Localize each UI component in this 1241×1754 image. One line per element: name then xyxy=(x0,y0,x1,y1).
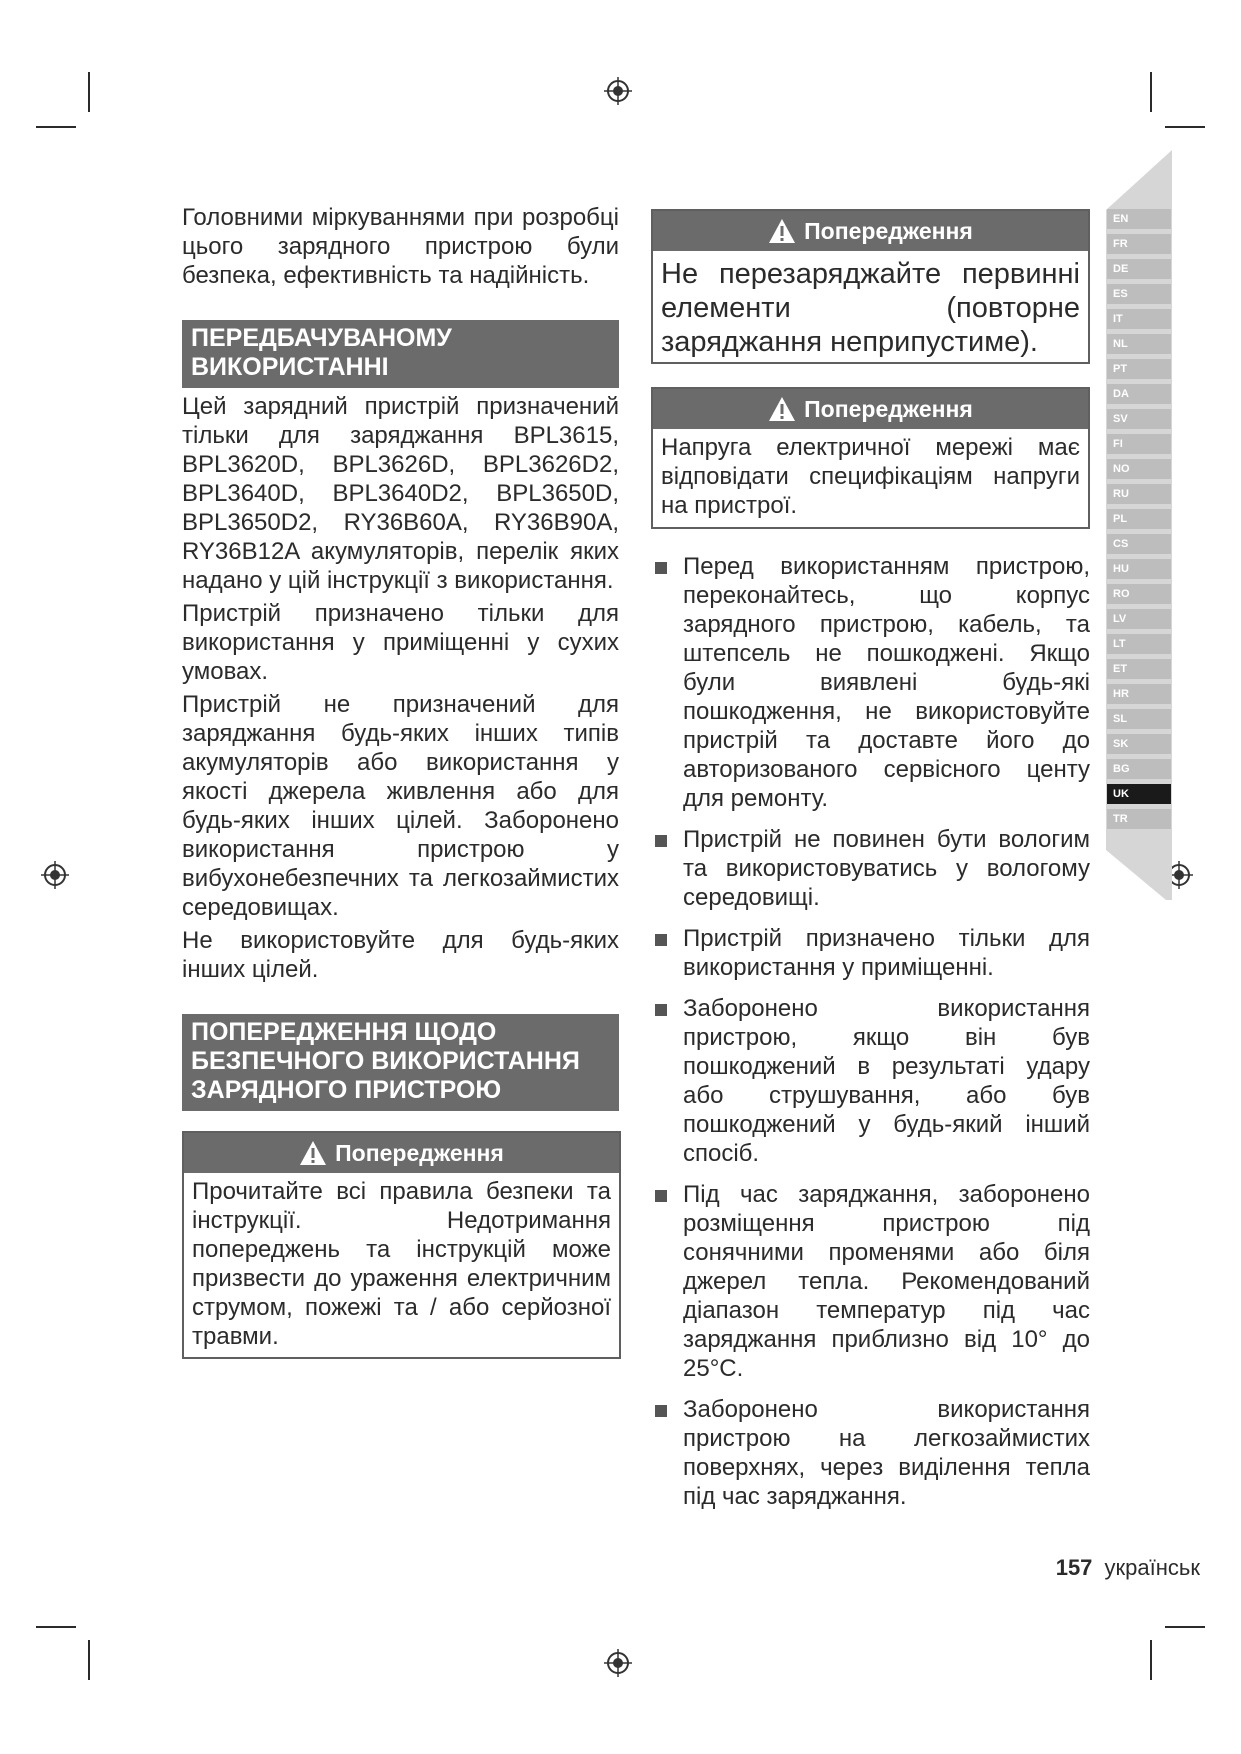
heading-line: ПЕРЕДБАЧУВАНОМУ xyxy=(191,324,452,352)
warning-header xyxy=(184,1133,619,1173)
language-tab-sk[interactable]: SK xyxy=(1107,734,1171,754)
heading-line: ЗАРЯДНОГО ПРИСТРОЮ xyxy=(191,1076,502,1104)
language-tab-tr[interactable]: TR xyxy=(1107,809,1171,829)
language-tab-et[interactable]: ET xyxy=(1107,659,1171,679)
language-tab-hu[interactable]: HU xyxy=(1107,559,1171,579)
language-tab-sl[interactable]: SL xyxy=(1107,709,1171,729)
crop-mark xyxy=(1150,72,1152,112)
language-tab-da[interactable]: DA xyxy=(1107,384,1171,404)
warning-triangle-icon xyxy=(299,1140,327,1166)
intended-use-paragraph: Пристрій не призначений для заряджання будь-яких інших типів акумуляторів або використання у якості джерела живлення або для будь-яких інших цілей. Заборонено використання пристрою у вибухонебезпечних та легкозаймистих середовищах. xyxy=(182,691,619,921)
language-tab-no[interactable]: NO xyxy=(1107,459,1171,479)
list-item: Заборонено використання пристрою на легкозаймистих поверхнях, через виділення тепла під час заряджання. xyxy=(655,1395,1090,1511)
language-tab-it[interactable]: IT xyxy=(1107,309,1171,329)
warning-header xyxy=(653,211,1088,251)
language-tab-fr[interactable]: FR xyxy=(1107,234,1171,254)
language-tab-ru[interactable]: RU xyxy=(1107,484,1171,504)
language-tab-uk[interactable]: UK xyxy=(1107,784,1171,804)
warning-box-mains-voltage xyxy=(651,387,1090,529)
language-tab-pt[interactable]: PT xyxy=(1107,359,1171,379)
registration-mark-icon xyxy=(603,76,633,106)
warning-header xyxy=(653,389,1088,429)
intended-use-paragraph: Пристрій призначено тільки для використання у приміщенні у сухих умовах. xyxy=(182,600,619,685)
heading-line: ВИКОРИСТАННІ xyxy=(191,353,389,381)
crop-mark xyxy=(88,1640,90,1680)
registration-mark-icon xyxy=(603,1648,633,1678)
crop-mark xyxy=(36,1626,76,1628)
heading-line: ПОПЕРЕДЖЕННЯ ЩОДО xyxy=(191,1018,497,1046)
language-tab-en[interactable]: EN xyxy=(1107,209,1171,229)
language-tab-fi[interactable]: FI xyxy=(1107,434,1171,454)
warning-box-primary-cells xyxy=(651,209,1090,364)
language-tab-lt[interactable]: LT xyxy=(1107,634,1171,654)
intended-use-heading xyxy=(182,320,619,388)
warning-title: Попередження xyxy=(335,1140,504,1166)
language-tab-es[interactable]: ES xyxy=(1107,284,1171,304)
page-number: 157 xyxy=(1055,1555,1093,1580)
crop-mark xyxy=(36,126,76,128)
list-item: Перед використанням пристрою, переконайтесь, що корпус зарядного пристрою, кабель, та штепсель не пошкоджені. Якщо були виявлені будь-які пошкодження, не використовуйте пристрій та доставте його до авторизованого сервісного центу для ремонту. xyxy=(655,552,1090,813)
warning-triangle-icon xyxy=(768,396,796,422)
crop-mark xyxy=(1165,1626,1205,1628)
registration-mark-icon xyxy=(40,860,70,890)
list-item: Пристрій призначено тільки для використання у приміщенні. xyxy=(655,924,1090,982)
crop-mark xyxy=(88,72,90,112)
warning-title: Попередження xyxy=(804,218,973,244)
intro-paragraph: Головними міркуваннями при розробці цього зарядного пристрою були безпека, ефективність та надійність. xyxy=(182,204,619,289)
list-item: Пристрій не повинен бути вологим та використовуватись у вологому середовищі. xyxy=(655,825,1090,912)
left-column xyxy=(182,203,619,1359)
warning-box-general xyxy=(182,1131,621,1359)
warning-triangle-icon xyxy=(768,218,796,244)
warning-text: Напруга електричної мережі має відповідати специфікаціям напруги на пристрої. xyxy=(661,434,1080,519)
language-tab-pl[interactable]: PL xyxy=(1107,509,1171,529)
warning-title: Попередження xyxy=(804,396,973,422)
safety-heading xyxy=(182,1014,619,1111)
page-footer xyxy=(1000,1554,1200,1582)
warning-text: Прочитайте всі правила безпеки та інструкції. Недотримання попереджень та інструкцій може призвести до ураження електричним струмом, пожежі та / або серйозної травми. xyxy=(192,1178,611,1350)
language-tab-hr[interactable]: HR xyxy=(1107,684,1171,704)
language-tab-sv[interactable]: SV xyxy=(1107,409,1171,429)
intended-use-paragraph: Цей зарядний пристрій призначений тільки для заряджання BPL3615, BPL3620D, BPL3626D, BPL3626D2, BPL3640D, BPL3640D2, BPL3650D, BPL3650D2, RY36B60A, RY36B90A, RY36B12A акумуляторів, перелік яких надано у цій інструкції з використання. xyxy=(182,393,619,594)
intended-use-paragraph: Не використовуйте для будь-яких інших цілей. xyxy=(182,927,619,983)
language-tab-de[interactable]: DE xyxy=(1107,259,1171,279)
language-tab-bg[interactable]: BG xyxy=(1107,759,1171,779)
language-tab-nl[interactable]: NL xyxy=(1107,334,1171,354)
warning-text: Не перезаряджайте первинні елементи (повторне заряджання неприпустиме). xyxy=(661,258,1080,358)
list-item: Заборонено використання пристрою, якщо він був пошкоджений в результаті удару або струшування, або був пошкоджений у будь-який інший спосіб. xyxy=(655,994,1090,1168)
heading-line: БЕЗПЕЧНОГО ВИКОРИСТАННЯ xyxy=(191,1047,580,1075)
crop-mark xyxy=(1150,1640,1152,1680)
crop-mark xyxy=(1165,126,1205,128)
footer-language-name: українськ xyxy=(1104,1555,1200,1580)
safety-bullet-list xyxy=(655,552,1090,1511)
list-item: Під час заряджання, заборонено розміщення пристрою під сонячними променями або біля джерел тепла. Рекомендований діапазон температур під час заряджання приблизно від 10° до 25°C. xyxy=(655,1180,1090,1383)
language-tab-cs[interactable]: CS xyxy=(1107,534,1171,554)
language-tab-ro[interactable]: RO xyxy=(1107,584,1171,604)
language-tab-lv[interactable]: LV xyxy=(1107,609,1171,629)
